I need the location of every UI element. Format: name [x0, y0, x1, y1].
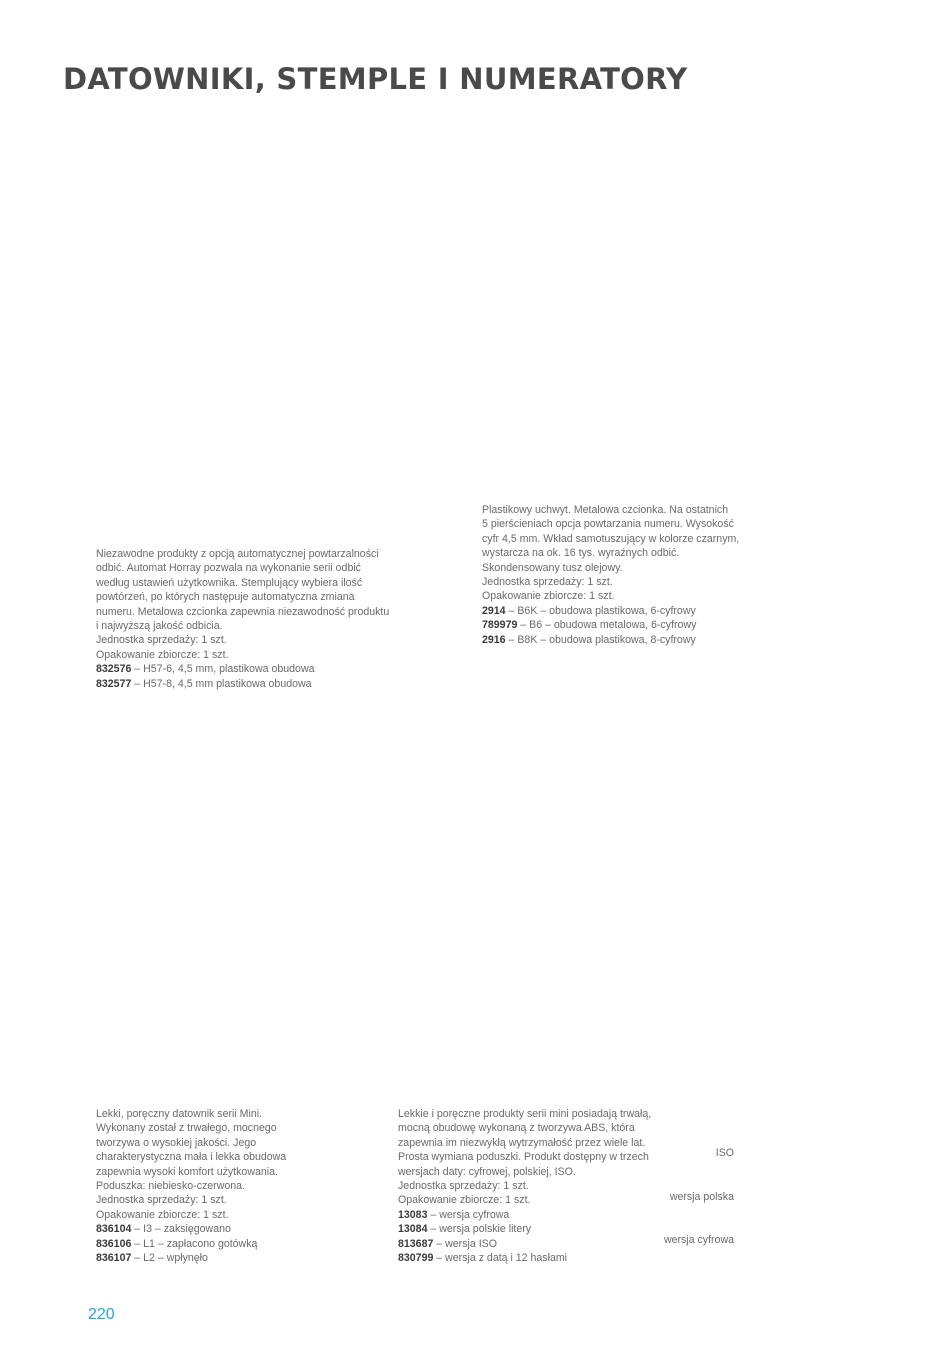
product-code-item — [482, 633, 782, 647]
variant-label-polska: wersja polska — [669, 1191, 734, 1203]
description-line: Lekki, poręczny datownik serii Mini. — [96, 1108, 263, 1120]
description-line: wersjach daty: cyfrowej, polskiej, ISO. — [398, 1165, 576, 1178]
description-line: tworzywa o wysokiej jakości. Jego — [96, 1136, 257, 1149]
description-line: Jednostka sprzedaży: 1 szt. — [96, 634, 227, 647]
product-code: 2914 — [482, 604, 506, 617]
description-line: Prosta wymiana poduszki. Produkt dostępny w trzech — [398, 1151, 649, 1164]
product-code: 13083 — [398, 1208, 428, 1221]
product-code-desc: – wersja polskie litery — [427, 1223, 532, 1236]
product-code: 2916 — [482, 633, 506, 646]
description-line: Opakowanie zbiorcze: 1 szt. — [398, 1194, 531, 1207]
product-code: 832576 — [96, 663, 132, 676]
product-code-item — [482, 618, 782, 632]
product-code-item — [96, 1251, 316, 1265]
product-block-numerator — [482, 503, 782, 647]
description-line: zapewnia wysoki komfort użytkowania. — [96, 1165, 278, 1178]
description-line: Jednostka sprzedaży: 1 szt. — [96, 1194, 227, 1207]
description-line: i najwyższą jakość odbicia. — [96, 620, 223, 633]
description-line: Wykonany został z trwałego, mocnego — [96, 1122, 277, 1135]
variant-label-iso: ISO — [715, 1147, 734, 1159]
description-line: według ustawień użytkownika. Stemplujący wybiera ilość — [96, 576, 363, 589]
product-code-desc: – H57-6, 4,5 mm, plastikowa obudowa — [131, 663, 315, 676]
product-block-mini-abs — [398, 1107, 668, 1265]
product-code: 836106 — [96, 1237, 132, 1250]
description-line: 5 pierścieniach opcja powtarzania numeru. Wysokość — [482, 518, 734, 531]
product-code-desc: – wersja z datą i 12 hasłami — [433, 1252, 568, 1265]
product-code-desc: – B6 – obudowa metalowa, 6-cyfrowy — [517, 619, 697, 632]
description-line: numeru. Metalowa czcionka zapewnia niezawodność produktu — [96, 605, 390, 618]
product-code-desc: – L1 – zapłacono gotówką — [131, 1237, 258, 1250]
description-line: powtórzeń, po których następuje automatyczna zmiana — [96, 591, 355, 604]
product-code-item — [96, 677, 396, 691]
description-line: Skondensowany tusz olejowy. — [482, 561, 623, 574]
description-line: wystarcza na ok. 16 tys. wyraźnych odbić. — [482, 547, 680, 560]
description-line: Niezawodne produkty z opcją automatycznej powtarzalności — [96, 548, 379, 560]
description-line: Jednostka sprzedaży: 1 szt. — [482, 576, 613, 589]
description-line: cyfr 4,5 mm. Wkład samotuszujący w kolorze czarnym, — [482, 532, 740, 545]
product-code-item — [398, 1222, 668, 1236]
description-line: Opakowanie zbiorcze: 1 szt. — [96, 1208, 229, 1221]
product-code-desc: – H57-8, 4,5 mm plastikowa obudowa — [131, 677, 312, 690]
description-line: zapewnia im niezwykłą wytrzymałość przez wiele lat. — [398, 1136, 646, 1149]
product-code: 830799 — [398, 1252, 434, 1265]
product-block-mini-datownik — [96, 1107, 316, 1265]
page-number: 220 — [88, 1306, 115, 1323]
product-code-desc: – B6K – obudowa plastikowa, 6-cyfrowy — [505, 604, 696, 617]
product-code: 832577 — [96, 677, 132, 690]
product-code: 836107 — [96, 1252, 132, 1265]
product-code-item — [398, 1251, 668, 1265]
product-code-item — [482, 604, 782, 618]
description-line: mocną obudowę wykonaną z tworzywa ABS, która — [398, 1122, 635, 1135]
product-code: 813687 — [398, 1237, 434, 1250]
product-code-list — [96, 1222, 316, 1265]
page-title: DATOWNIKI, STEMPLE I NUMERATORY — [63, 62, 688, 96]
variant-label-cyfrowa: wersja cyfrowa — [663, 1234, 734, 1246]
product-code-item — [96, 662, 396, 676]
product-code-list — [398, 1208, 668, 1266]
product-code-item — [398, 1237, 668, 1251]
product-code-item — [398, 1208, 668, 1222]
product-code: 836104 — [96, 1223, 132, 1236]
product-code-list — [482, 604, 782, 647]
product-code-item — [96, 1237, 316, 1251]
description-line: Jednostka sprzedaży: 1 szt. — [398, 1180, 529, 1193]
product-code-list — [96, 662, 396, 691]
description-line: Lekkie i poręczne produkty serii mini posiadają trwałą, — [398, 1108, 652, 1120]
product-description — [96, 547, 396, 662]
product-code-desc: – I3 – zaksięgowano — [131, 1223, 231, 1236]
product-description — [482, 503, 782, 604]
product-description — [398, 1107, 668, 1208]
product-code-desc: – wersja cyfrowa — [427, 1208, 510, 1221]
product-description — [96, 1107, 316, 1222]
description-line: odbić. Automat Horray pozwala na wykonanie serii odbić — [96, 562, 361, 575]
description-line: Opakowanie zbiorcze: 1 szt. — [96, 648, 229, 661]
description-line: Opakowanie zbiorcze: 1 szt. — [482, 590, 615, 603]
product-block-horray — [96, 547, 396, 691]
product-code: 789979 — [482, 619, 518, 632]
product-code-item — [96, 1222, 316, 1236]
product-code-desc: – L2 – wpłynęło — [131, 1252, 208, 1265]
product-code-desc: – wersja ISO — [433, 1237, 497, 1250]
description-line: Plastikowy uchwyt. Metalowa czcionka. Na ostatnich — [482, 504, 729, 516]
description-line: charakterystyczna mała i lekka obudowa — [96, 1151, 287, 1164]
description-line: Poduszka: niebiesko-czerwona. — [96, 1180, 245, 1193]
product-code: 13084 — [398, 1223, 428, 1236]
product-code-desc: – B8K – obudowa plastikowa, 8-cyfrowy — [505, 633, 696, 646]
